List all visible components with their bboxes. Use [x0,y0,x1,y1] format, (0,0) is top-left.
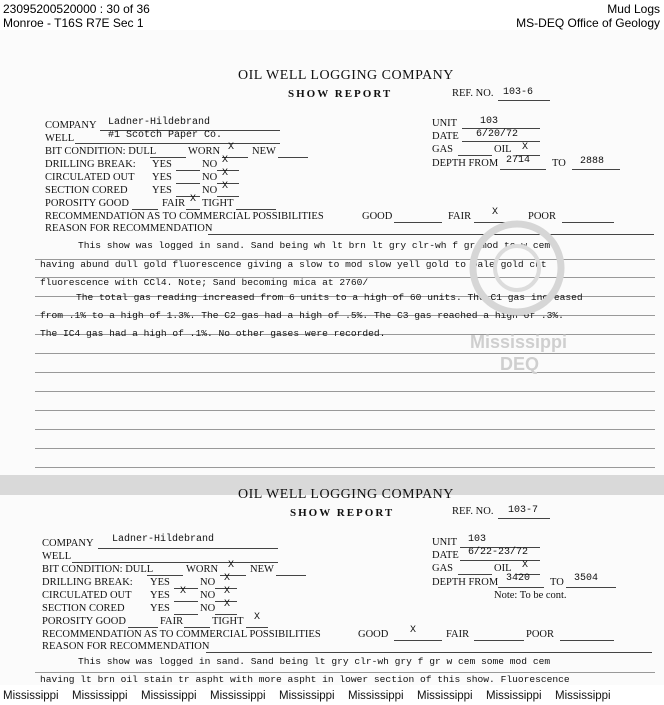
report1-ref-label: REF. NO. [452,88,494,99]
report2-porosity-label: POROSITY GOOD [42,616,126,627]
document-type: Mud Logs [607,2,660,16]
footer-text: Mississippi [3,690,59,702]
report2-cored-yes: YES [150,603,170,614]
report1-tight-label: TIGHT [202,198,234,209]
report1-body-line: having abund dull gold fluorescence giving a slow to mod slow yell gold to pale gold cut [40,259,547,270]
watermark-text: DEQ [500,354,540,374]
report2-fair-label: FAIR [160,616,184,627]
report2-tight-label: TIGHT [212,616,244,627]
report1-cored-yes: YES [152,185,172,196]
report2-rec-poor: POOR [526,629,555,640]
report2-reason-label: REASON FOR RECOMMENDATION [42,641,210,652]
report1-body-line: fluorescence with CCl4. Note; Sand becoming mica at 2760/ [40,277,369,288]
report2-rec-mark: X [410,625,417,636]
report2-note: Note: To be cont. [494,590,567,601]
report1-drilling-mark: X [222,155,229,166]
report2-circ-yes: YES [150,590,170,601]
report2-rec-fair: FAIR [446,629,470,640]
footer-strip [0,690,664,705]
report2-cored-label: SECTION CORED [42,603,125,614]
report1-subtitle: SHOW REPORT [288,88,393,100]
report1-date-label: DATE [432,131,459,142]
report1-porosity-label: POROSITY GOOD [45,198,129,209]
report1-depth-to: 2888 [580,156,605,167]
watermark-text: Mississippi [470,332,568,352]
document-id: 23095200520000 : 30 of 36 [3,2,150,16]
report2-oil-label: OIL [494,563,512,574]
report2-worn-mark: X [228,560,235,571]
report1-depth-label: DEPTH FROM [432,158,499,169]
report2-drilling-label: DRILLING BREAK: [42,577,133,588]
report2-depth-from: 3420 [506,573,531,584]
report2-date-value: 6/22-23/72 [468,547,529,558]
report1-circulated-label: CIRCULATED OUT [45,172,135,183]
report1-date-value: 6/20/72 [476,129,519,140]
report1-body-line: The IC4 gas had a high of .1%. No other gases were recorded. [40,328,386,339]
report2-ref-value: 103-7 [508,505,539,516]
report2-depth-label: DEPTH FROM [432,577,499,588]
report1-body-line: This show was logged in sand. Sand being wh lt brn lt gry clr-wh f gr mod to w cem [78,240,551,251]
report1-company-label: COMPANY [45,120,97,131]
report2-cored-mark: X [224,599,231,610]
report1-cored-no: NO [202,185,218,196]
report1-worn-label: WORN [188,146,221,157]
report1-circ-no: NO [202,172,218,183]
report2-unit-label: UNIT [432,537,458,548]
deq-seal-watermark [462,213,572,323]
report1-recommendation-label: RECOMMENDATION AS TO COMMERCIAL POSSIBILITIES [45,211,324,222]
report2-new-label: NEW [250,564,274,575]
report2-drilling-yes: YES [150,577,170,588]
report2-body-line: having lt brn oil stain tr aspht with more aspht in lower section of this show. Fluorescence [40,674,570,685]
report2-drilling-mark: X [224,573,231,584]
report1-ref-value: 103-6 [503,87,534,98]
report2-to-label: TO [550,577,564,588]
footer-text: Mississippi [417,690,473,702]
report2-company-value: Ladner-Hildebrand [112,534,215,545]
report2-subtitle: SHOW REPORT [290,507,395,519]
report1-circ-yes: YES [152,172,172,183]
report1-company-value: Ladner-Hildebrand [108,117,211,128]
report1-gas-label: GAS [432,144,454,155]
report2-circ-no: NO [200,590,216,601]
report2-circ-yes-mark: X [180,586,187,597]
report2-unit-value: 103 [468,534,487,545]
report1-bit-label: BIT CONDITION: DULL [45,146,157,157]
report1-new-label: NEW [252,146,276,157]
report2-porosity-mark: X [254,612,261,623]
report1-unit-value: 103 [480,116,499,127]
report1-unit-label: UNIT [432,118,458,129]
footer-text: Mississippi [486,690,542,702]
report1-porosity-mark: X [190,194,197,205]
location-label: Monroe - T16S R7E Sec 1 [3,16,144,30]
footer-text: Mississippi [555,690,611,702]
report1-oil-mark: X [522,142,529,153]
report1-drilling-no: NO [202,159,218,170]
report2-circ-mark: X [224,586,231,597]
report1-drilling-label: DRILLING BREAK: [45,159,136,170]
report1-fair-label: FAIR [162,198,186,209]
report1-rec-mark: X [492,207,499,218]
report2-ref-label: REF. NO. [452,506,494,517]
report1-well-label: WELL [45,133,75,144]
report1-body-line: from .1% to a high of 1.3%. The C2 gas had a high of .5%. The C3 gas reached a high of .3%. [40,310,564,321]
report1-company-title: OIL WELL LOGGING COMPANY [238,68,454,83]
report2-cored-no: NO [200,603,216,614]
report2-body-line: This show was logged in sand. Sand being lt gry clr-wh gry f gr w cem some mod cem [78,656,551,667]
report1-depth-from: 2714 [506,155,531,166]
report1-rec-poor: POOR [528,211,557,222]
report2-recommendation-label: RECOMMENDATION AS TO COMMERCIAL POSSIBILITIES [42,629,321,640]
report2-well-label: WELL [42,551,72,562]
report1-circ-mark: X [222,168,229,179]
report1-cored-mark: X [222,181,229,192]
report2-bit-label: BIT CONDITION: DULL [42,564,154,575]
report1-well-value: #1 Scotch Paper Co. [108,130,223,141]
report1-reason-label: REASON FOR RECOMMENDATION [45,223,213,234]
report2-date-label: DATE [432,550,459,561]
report2-rec-good: GOOD [358,629,389,640]
footer-text: Mississippi [72,690,128,702]
report2-depth-to: 3504 [574,573,599,584]
report1-oil-label: OIL [494,144,512,155]
footer-text: Mississippi [348,690,404,702]
report1-rec-good: GOOD [362,211,393,222]
report2-oil-mark: X [522,560,529,571]
report2-worn-label: WORN [186,564,219,575]
report2-gas-label: GAS [432,563,454,574]
footer-text: Mississippi [141,690,197,702]
footer-text: Mississippi [210,690,266,702]
report2-company-title: OIL WELL LOGGING COMPANY [238,487,454,502]
report1-drilling-yes: YES [152,159,172,170]
report1-rec-fair: FAIR [448,211,472,222]
report1-to-label: TO [552,158,566,169]
report1-cored-label: SECTION CORED [45,185,128,196]
report2-drilling-no: NO [200,577,216,588]
report2-circulated-label: CIRCULATED OUT [42,590,132,601]
report2-company-label: COMPANY [42,538,94,549]
report1-body-line: The total gas reading increased from 6 units to a high of 60 units. The C1 gas increased [76,292,583,303]
report1-worn-mark: X [228,142,235,153]
scanned-page [0,30,664,685]
footer-text: Mississippi [279,690,335,702]
agency-label: MS-DEQ Office of Geology [516,16,660,30]
